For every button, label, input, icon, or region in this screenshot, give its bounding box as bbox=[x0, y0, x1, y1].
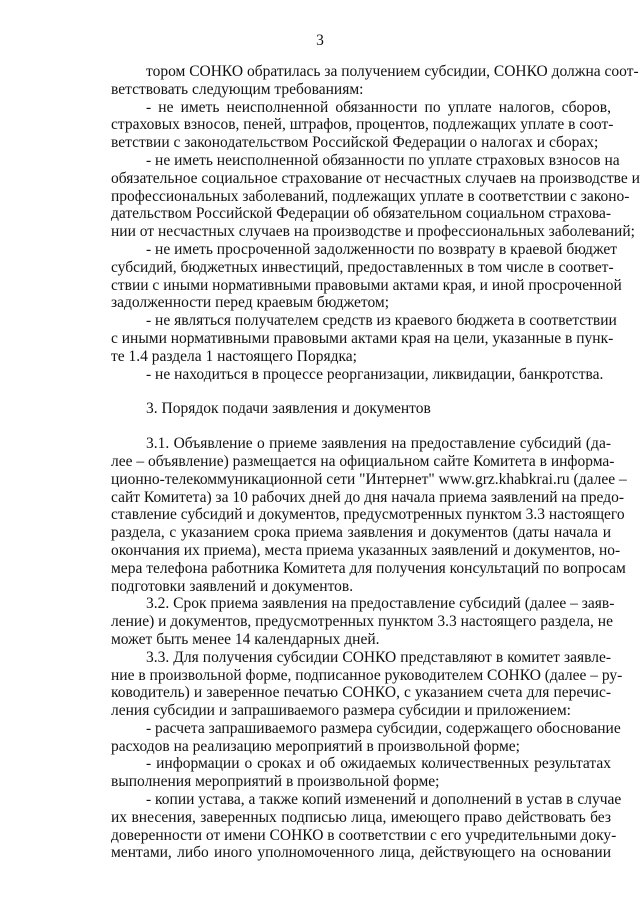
paragraph bbox=[111, 366, 611, 384]
text-line: подготовки заявлений и документов. bbox=[111, 577, 354, 595]
text-line: - расчета запрашиваемого размера субсидии, содержащего обоснование bbox=[146, 719, 621, 737]
paragraph bbox=[111, 98, 614, 152]
text-line: может быть менее 14 календарных дней. bbox=[111, 630, 380, 648]
text-line: - не являться получателем средств из краевого бюджета в соответствии bbox=[146, 312, 617, 330]
text-line: расходов на реализацию мероприятий в произвольной форме; bbox=[111, 737, 520, 755]
paragraph bbox=[111, 648, 623, 720]
text-line: окончания их приема), места приема указанных заявлений и документов, но- bbox=[111, 541, 621, 559]
text-line: ления субсидии и запрашиваемого размера субсидии и приложением: bbox=[111, 702, 571, 720]
text-line: - не иметь неисполненной обязанности по уплате налогов, сборов, bbox=[146, 98, 611, 116]
text-line: ние в произвольной форме, подписанное руководителем СОНКО (далее – ру- bbox=[111, 666, 623, 684]
text-line: ветствовать следующим требованиям: bbox=[111, 80, 364, 98]
text-line: лее – объявление) размещается на официальном сайте Комитета в информа- bbox=[111, 452, 615, 470]
paragraph bbox=[111, 435, 627, 595]
page-number: 3 bbox=[316, 32, 324, 49]
text-line: задолженности перед краевым бюджетом; bbox=[111, 294, 390, 312]
text-line: тором СОНКО обратилась за получением субсидии, СОНКО должна соот- bbox=[146, 63, 639, 80]
text-line: субсидий, бюджетных инвестиций, предоставленных в том числе в соответ- bbox=[111, 258, 614, 276]
text-line: - не иметь неисполненной обязанности по уплате страховых взносов на bbox=[146, 151, 620, 169]
text-line: раздела, с указанием срока приема заявления и документов (даты начала и bbox=[111, 524, 611, 542]
text-line: дательством Российской Федерации об обязательном социальном страхова- bbox=[111, 205, 611, 223]
text-line: выполнения мероприятий в произвольной форме; bbox=[111, 773, 440, 791]
section-heading: 3. Порядок подачи заявления и документов bbox=[146, 400, 431, 418]
text-line: мера телефона работника Комитета для получения консультаций по вопросам bbox=[111, 559, 626, 577]
section-gap bbox=[111, 418, 611, 435]
text-line: 3.3. Для получения субсидии СОНКО представляют в комитет заявле- bbox=[146, 648, 611, 666]
section-gap bbox=[111, 383, 611, 400]
paragraph bbox=[111, 791, 622, 862]
text-line: ление) и документов, предусмотренных пунктом 3.3 настоящего раздела, не bbox=[111, 613, 613, 631]
text-line: страховых взносов, пеней, штрафов, процентов, подлежащих уплате в соот- bbox=[111, 116, 614, 134]
text-line: 3.1. Объявление о приеме заявления на предоставление субсидий (да- bbox=[146, 435, 611, 453]
paragraph bbox=[111, 63, 639, 99]
text-line: - не находиться в процессе реорганизации, ликвидации, банкротства. bbox=[146, 365, 604, 383]
text-line: - информации о сроках и об ожидаемых количественных результатах bbox=[146, 755, 611, 773]
text-line: ководитель) и заверенное печатью СОНКО, с указанием счета для перечис- bbox=[111, 684, 611, 702]
paragraph bbox=[111, 151, 640, 241]
paragraph bbox=[111, 755, 611, 791]
text-line: - копии устава, а также копий изменений и дополнений в устав в случае bbox=[146, 791, 622, 809]
paragraph bbox=[111, 719, 621, 756]
text-line: их внесения, заверенных подписью лица, имеющего право действовать без bbox=[111, 808, 611, 826]
paragraph bbox=[111, 240, 622, 312]
text-line: ствии с иными нормативными правовыми актами края, и иной просроченной bbox=[111, 276, 622, 294]
text-line: обязательное социальное страхование от несчастных случаев на производстве и bbox=[111, 169, 640, 187]
text-line: те 1.4 раздела 1 настоящего Порядка; bbox=[111, 347, 357, 365]
text-line: профессиональных заболеваний, подлежащих уплате в соответствии с законо- bbox=[111, 187, 630, 205]
text-line: - не иметь просроченной задолженности по возврату в краевой бюджет bbox=[146, 240, 618, 258]
text-line: ставление субсидий и документов, предусмотренных пунктом 3.3 настоящего bbox=[111, 506, 625, 524]
text-line: с иными нормативными правовыми актами края на цели, указанные в пунк- bbox=[111, 329, 614, 347]
text-line: нии от несчастных случаев на производстве и профессиональных заболеваний; bbox=[111, 223, 635, 241]
text-line: 3.2. Срок приема заявления на предоставление субсидий (далее – заяв- bbox=[146, 595, 615, 613]
text-line: ментами, либо иного уполномоченного лица, действующего на основании bbox=[111, 844, 611, 862]
text-line: ционно-телекоммуникационной сети "Интернет" www.grz.khabkrai.ru (далее – bbox=[111, 470, 627, 488]
paragraph bbox=[111, 312, 617, 365]
text-line: сайт Комитета) за 10 рабочих дней до дня начала приема заявлений на предо- bbox=[111, 488, 625, 506]
paragraph bbox=[111, 595, 615, 648]
document-body bbox=[111, 63, 640, 862]
text-line: ветствии с законодательством Российской Федерации о налогах и сборах; bbox=[111, 134, 599, 152]
text-line: доверенности от имени СОНКО в соответствии с его учредительными доку- bbox=[111, 826, 617, 844]
